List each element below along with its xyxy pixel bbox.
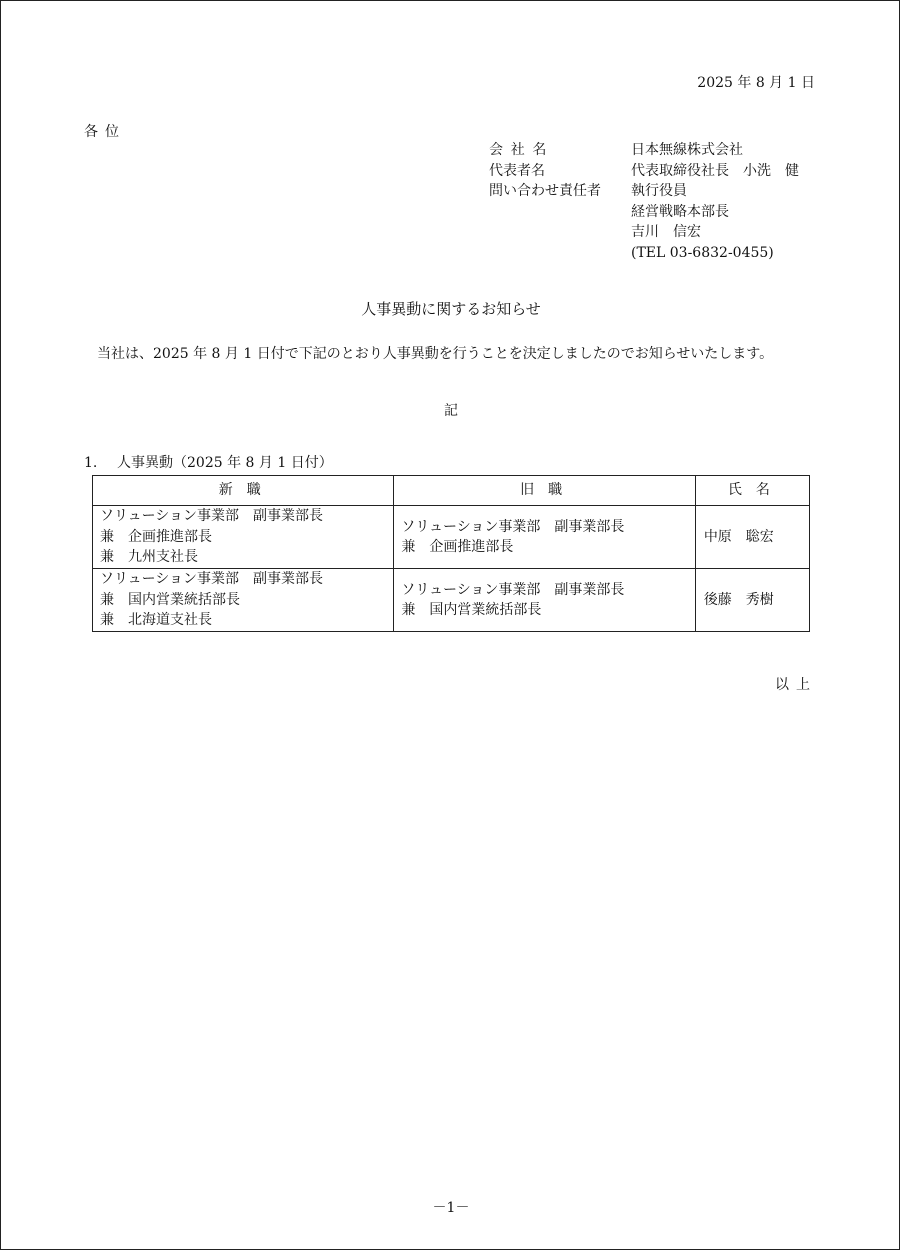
name-header: 氏名 xyxy=(695,476,809,506)
table-row xyxy=(93,506,810,569)
person-name-cell: 中原 聡宏 xyxy=(695,506,809,569)
representative-label: 代表者名 xyxy=(489,162,545,179)
contact-label: 問い合わせ責任者 xyxy=(489,183,601,199)
empty-label xyxy=(489,222,631,243)
position-line: 兼 国内営業統括部長 xyxy=(401,602,542,618)
company-info-block xyxy=(489,140,799,263)
contact-phone-value: (TEL 03-6832-0455) xyxy=(631,244,774,261)
old-position-header: 旧職 xyxy=(394,476,695,506)
company-name-label: 会社名 xyxy=(489,142,555,158)
position-line: 兼 九州支社長 xyxy=(100,549,198,566)
body-paragraph: 当社は、2025 年 8 月 1 日付で下記のとおり人事異動を行うことを決定しましたのでお知らせいたします。 xyxy=(97,346,774,362)
contact-title-value: 執行役員 xyxy=(631,183,687,199)
personnel-table xyxy=(92,475,810,632)
company-info-row xyxy=(489,243,799,264)
page-number: －1－ xyxy=(432,1200,470,1216)
ki-marker: 記 xyxy=(444,403,458,419)
position-line: ソリューション事業部 副事業部長 xyxy=(100,508,324,525)
section-heading-text: 人事異動（2025 年 8 月 1 日付） xyxy=(117,455,333,471)
company-info-row xyxy=(489,222,799,243)
position-line: 兼 国内営業統括部長 xyxy=(100,591,240,608)
company-info-row xyxy=(489,202,799,223)
position-line: ソリューション事業部 副事業部長 xyxy=(401,518,625,535)
old-position-cell xyxy=(394,569,695,632)
new-position-cell xyxy=(93,506,394,569)
section-heading xyxy=(84,453,333,473)
company-info-row xyxy=(489,181,799,202)
company-info-row xyxy=(489,140,799,161)
person-name-cell: 後藤 秀樹 xyxy=(695,569,809,632)
new-position-cell xyxy=(93,569,394,632)
new-position-header: 新職 xyxy=(93,476,394,506)
empty-label xyxy=(489,243,631,264)
empty-label xyxy=(489,202,631,223)
contact-person-value: 吉川 信宏 xyxy=(631,224,701,240)
old-position-cell xyxy=(394,506,695,569)
section-number: 1. xyxy=(84,455,98,471)
company-info-row xyxy=(489,161,799,182)
table-header-row xyxy=(93,476,810,506)
representative-value: 代表取締役社長 小洗 健 xyxy=(631,162,799,179)
position-line: 兼 企画推進部長 xyxy=(401,539,514,555)
document-title: 人事異動に関するお知らせ xyxy=(361,300,541,318)
company-name-value: 日本無線株式会社 xyxy=(631,142,743,158)
table-row xyxy=(93,569,810,632)
position-line: ソリューション事業部 副事業部長 xyxy=(100,571,324,588)
closing-mark: 以上 xyxy=(775,677,817,693)
position-line: 兼 北海道支社長 xyxy=(100,612,212,629)
document-date: 2025 年 8 月 1 日 xyxy=(697,75,815,91)
addressee: 各位 xyxy=(84,124,126,140)
position-line: ソリューション事業部 副事業部長 xyxy=(401,581,625,598)
contact-department-value: 経営戦略本部長 xyxy=(631,203,729,220)
position-line: 兼 企画推進部長 xyxy=(100,528,212,545)
